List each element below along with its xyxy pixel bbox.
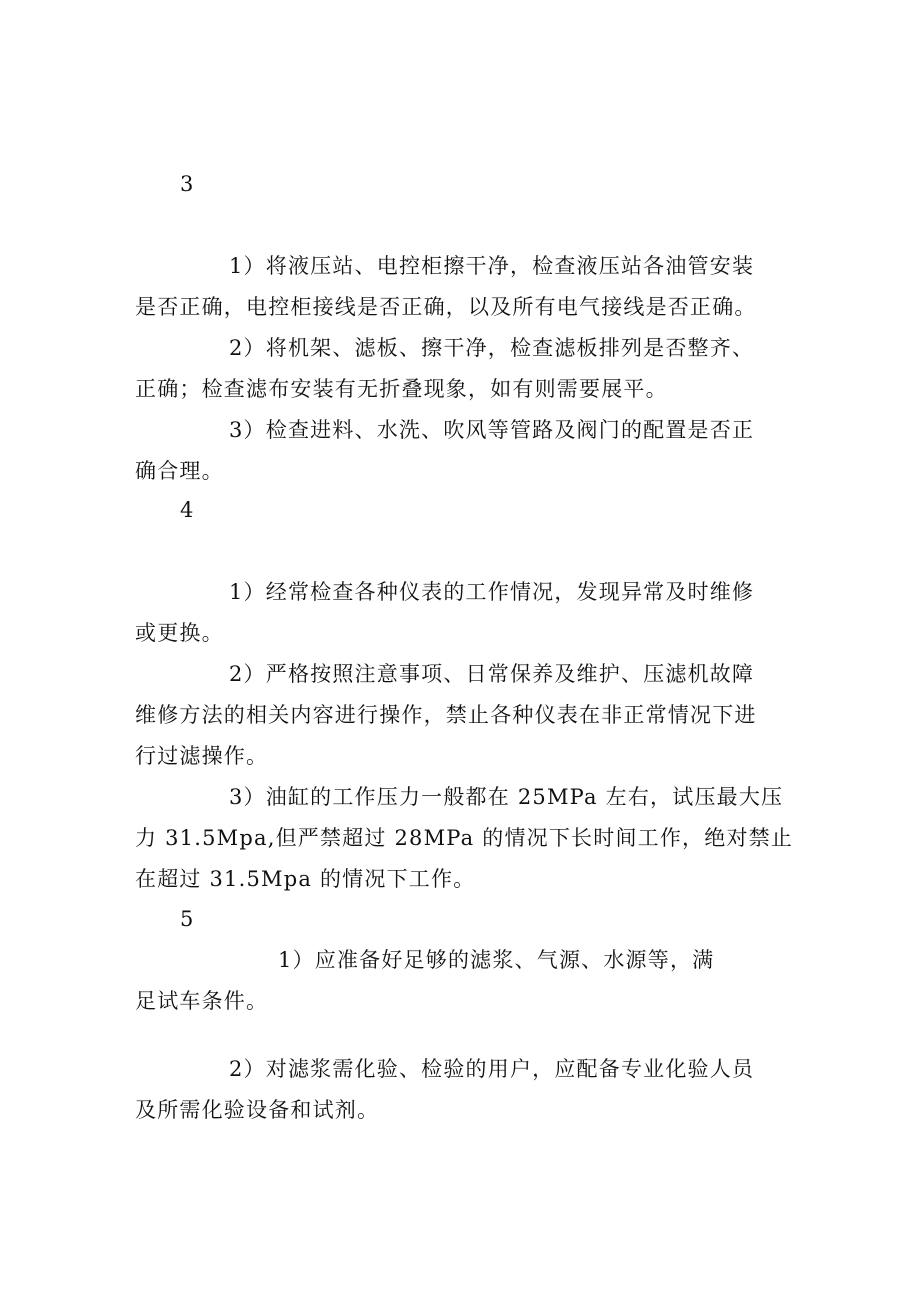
paragraph-line: 1）应准备好足够的滤浆、气源、水源等，满 (278, 948, 715, 972)
paragraph-line: 3）检查进料、水洗、吹风等管路及阀门的配置是否正 (229, 418, 755, 442)
paragraph-line: 正确；检查滤布安装有无折叠现象，如有则需要展平。 (135, 377, 668, 401)
paragraph-line: 力 31.5Mpa,但严禁超过 28MPa 的情况下长时间工作，绝对禁止 (135, 826, 794, 850)
paragraph-line: 2）严格按照注意事项、日常保养及维护、压滤机故障 (229, 662, 755, 686)
section-number: 3 (180, 172, 195, 196)
paragraph-line: 足试车条件。 (135, 989, 269, 1013)
section-number: 4 (180, 498, 195, 522)
paragraph-line: 2）将机架、滤板、擦干净，检查滤板排列是否整齐、 (229, 336, 755, 360)
paragraph-line: 维修方法的相关内容进行操作，禁止各种仪表在非正常情况下进 (135, 703, 757, 727)
paragraph-line: 行过滤操作。 (135, 744, 269, 768)
paragraph-line: 是否正确，电控柜接线是否正确，以及所有电气接线是否正确。 (135, 295, 757, 319)
paragraph-line: 在超过 31.5Mpa 的情况下工作。 (135, 867, 476, 891)
section-number: 5 (180, 907, 195, 931)
paragraph-line: 及所需化验设备和试剂。 (135, 1098, 380, 1122)
paragraph-line: 3）油缸的工作压力一般都在 25MPa 左右，试压最大压 (229, 785, 784, 809)
paragraph-line: 或更换。 (135, 621, 224, 645)
paragraph-line: 1）将液压站、电控柜擦干净，检查液压站各油管安装 (229, 254, 755, 278)
paragraph-line: 2）对滤浆需化验、检验的用户，应配备专业化验人员 (229, 1057, 755, 1081)
paragraph-line: 1）经常检查各种仪表的工作情况，发现异常及时维修 (229, 580, 755, 604)
paragraph-line: 确合理。 (135, 459, 224, 483)
